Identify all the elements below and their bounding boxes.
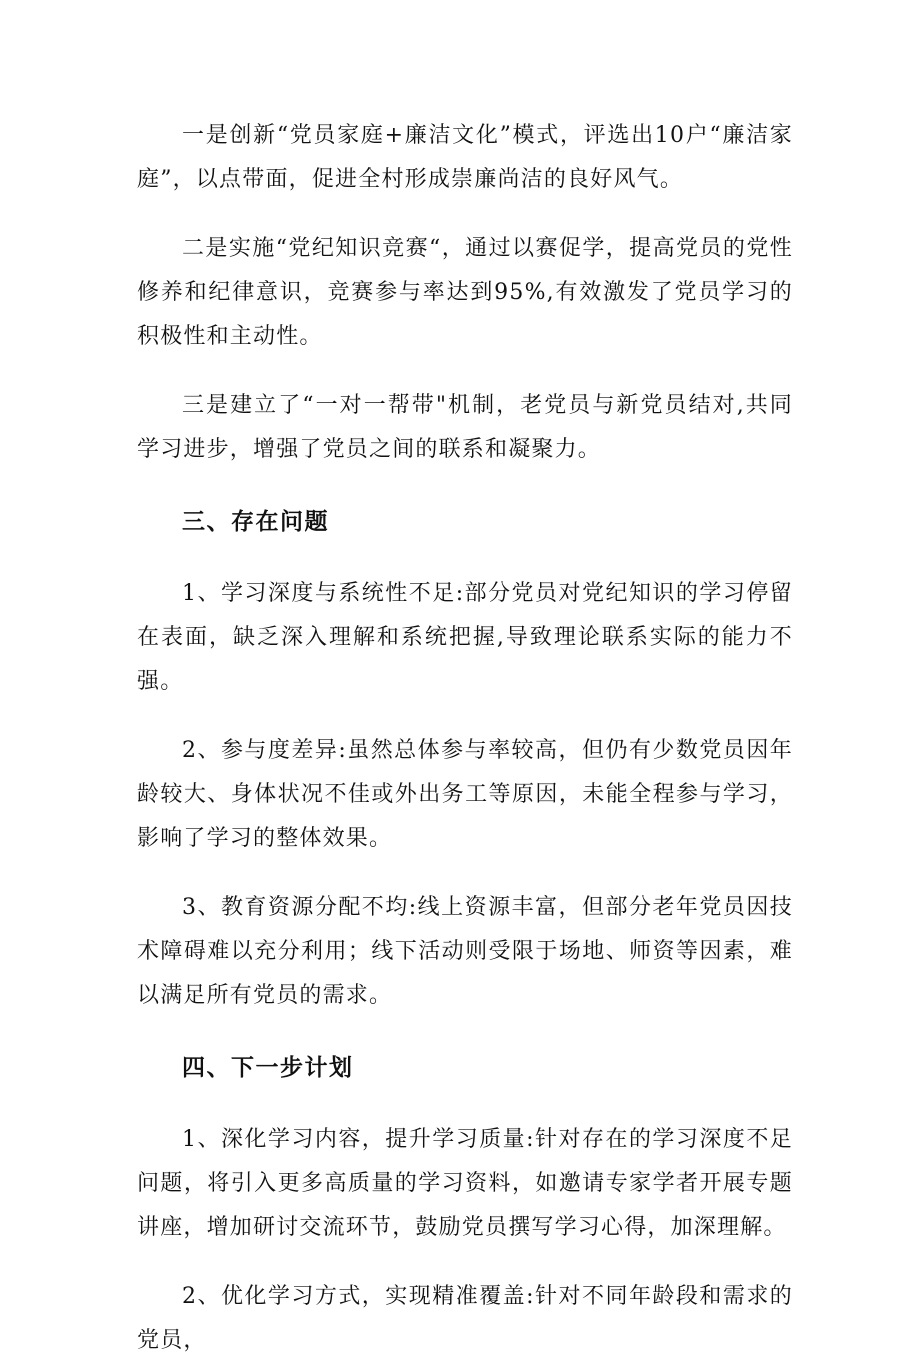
section-heading-problems: 三、存在问题 [182,509,329,535]
paragraph-mentoring-mechanism: 三是建立了“一对一帮带"机制，老党员与新党员结对,共同学习进步，增强了党员之间的联系和凝聚力。 [137,393,793,462]
problem-item-2: 2、参与度差异:虽然总体参与率较高，但仍有少数党员因年龄较大、身体状况不佳或外出务工等原因，未能全程参与学习，影响了学习的整体效果。 [137,738,793,851]
section-heading-next-steps: 四、下一步计划 [182,1055,354,1081]
paragraph-knowledge-contest: 二是实施“党纪知识竞赛“，通过以赛促学，提高党员的党性修养和纪律意识，竞赛参与率达到95%,有效激发了党员学习的积极性和主动性。 [137,236,793,349]
plan-item-2: 2、优化学习方式，实现精准覆盖:针对不同年龄段和需求的党员， [137,1284,793,1353]
document-body [137,114,793,1363]
problem-item-3: 3、教育资源分配不均:线上资源丰富，但部分老年党员因技术障碍难以充分利用；线下活动则受限于场地、师资等因素，难以满足所有党员的需求。 [137,895,793,1008]
paragraph-party-family-model: 一是创新“党员家庭+廉洁文化”模式，评选出10户“廉洁家庭”，以点带面，促进全村形成崇廉尚洁的良好风气。 [137,123,793,192]
plan-item-1: 1、深化学习内容，提升学习质量:针对存在的学习深度不足问题，将引入更多高质量的学习资料，如邀请专家学者开展专题讲座，增加研讨交流环节，鼓励党员撰写学习心得，加深理解。 [137,1127,793,1240]
problem-item-1: 1、学习深度与系统性不足:部分党员对党纪知识的学习停留在表面，缺乏深入理解和系统把握,导致理论联系实际的能力不强。 [137,581,793,694]
